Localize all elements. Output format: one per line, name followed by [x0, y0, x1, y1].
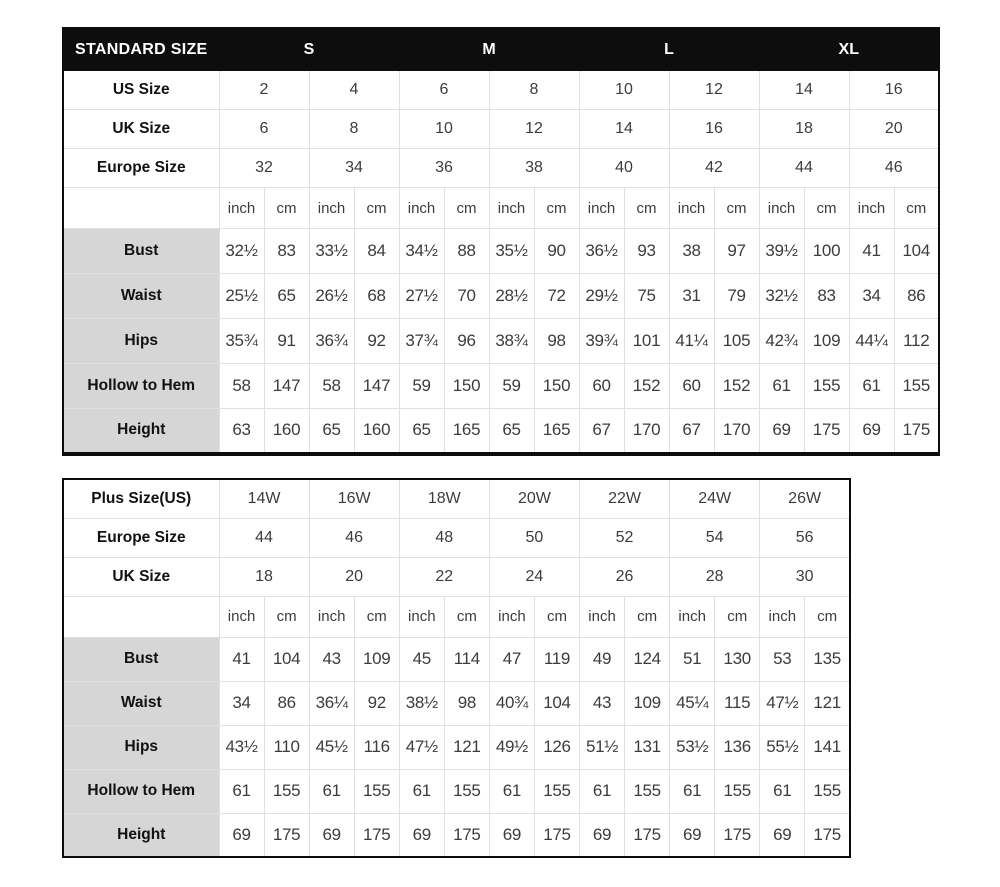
measure-row [63, 274, 939, 319]
value-cell: 131 [625, 725, 670, 769]
value-cell: 25½ [219, 274, 264, 319]
unit-cell: inch [760, 596, 805, 637]
size-cell: 40 [579, 149, 669, 188]
value-cell: 70 [444, 274, 489, 319]
size-cell: 14 [579, 110, 669, 149]
unit-cell: inch [580, 596, 625, 637]
standard-table-header [63, 28, 939, 71]
measure-row [63, 725, 850, 769]
value-cell: 155 [805, 769, 850, 813]
value-cell: 114 [444, 637, 489, 681]
size-cell: 14W [219, 479, 309, 518]
table-title: STANDARD SIZE [63, 28, 219, 71]
value-cell: 121 [805, 681, 850, 725]
measure-row [63, 319, 939, 364]
value-cell: 39½ [759, 229, 804, 274]
row-label: Waist [63, 274, 219, 319]
value-cell: 104 [264, 637, 309, 681]
size-cell: 18 [219, 557, 309, 596]
size-cell: 20 [309, 557, 399, 596]
row-label: Height [63, 409, 219, 454]
value-cell: 67 [669, 409, 714, 454]
value-cell: 92 [354, 319, 399, 364]
size-cell: 20 [849, 110, 939, 149]
value-cell: 61 [759, 364, 804, 409]
value-cell: 27½ [399, 274, 444, 319]
unit-cell: cm [714, 188, 759, 229]
unit-cell: inch [219, 596, 264, 637]
value-cell: 58 [309, 364, 354, 409]
value-cell: 83 [264, 229, 309, 274]
value-cell: 175 [354, 813, 399, 857]
value-cell: 29½ [579, 274, 624, 319]
unit-row [63, 596, 850, 637]
value-cell: 109 [625, 681, 670, 725]
unit-cell: cm [354, 188, 399, 229]
size-cell: 12 [669, 71, 759, 110]
value-cell: 170 [624, 409, 669, 454]
size-cell: 36 [399, 149, 489, 188]
size-group-s: S [219, 28, 399, 71]
size-group-l: L [579, 28, 759, 71]
plus-table-body [63, 479, 850, 857]
value-cell: 88 [444, 229, 489, 274]
value-cell: 121 [444, 725, 489, 769]
value-cell: 160 [264, 409, 309, 454]
unit-cell: cm [534, 596, 579, 637]
value-cell: 79 [714, 274, 759, 319]
value-cell: 83 [804, 274, 849, 319]
value-cell: 124 [625, 637, 670, 681]
size-row [63, 149, 939, 188]
size-cell: 48 [399, 518, 489, 557]
value-cell: 175 [534, 813, 579, 857]
value-cell: 61 [670, 769, 715, 813]
size-cell: 44 [219, 518, 309, 557]
value-cell: 72 [534, 274, 579, 319]
value-cell: 45½ [309, 725, 354, 769]
unit-row-empty-label [63, 596, 219, 637]
value-cell: 53 [760, 637, 805, 681]
value-cell: 165 [534, 409, 579, 454]
value-cell: 141 [805, 725, 850, 769]
value-cell: 51 [670, 637, 715, 681]
unit-row-empty-label [63, 188, 219, 229]
value-cell: 150 [444, 364, 489, 409]
row-label: Height [63, 813, 219, 857]
value-cell: 160 [354, 409, 399, 454]
value-cell: 36¼ [309, 681, 354, 725]
value-cell: 43½ [219, 725, 264, 769]
value-cell: 31 [669, 274, 714, 319]
value-cell: 67 [579, 409, 624, 454]
value-cell: 116 [354, 725, 399, 769]
value-cell: 58 [219, 364, 264, 409]
measure-row [63, 637, 850, 681]
size-cell: 24 [489, 557, 579, 596]
size-cell: 52 [580, 518, 670, 557]
size-cell: 46 [849, 149, 939, 188]
row-label: Waist [63, 681, 219, 725]
unit-cell: inch [309, 596, 354, 637]
value-cell: 28½ [489, 274, 534, 319]
unit-row [63, 188, 939, 229]
value-cell: 41 [849, 229, 894, 274]
value-cell: 75 [624, 274, 669, 319]
value-cell: 147 [354, 364, 399, 409]
size-cell: 2 [219, 71, 309, 110]
standard-table-body [63, 71, 939, 454]
value-cell: 93 [624, 229, 669, 274]
value-cell: 115 [715, 681, 760, 725]
value-cell: 155 [625, 769, 670, 813]
unit-cell: cm [624, 188, 669, 229]
value-cell: 175 [264, 813, 309, 857]
size-cell: 4 [309, 71, 399, 110]
row-label: Hips [63, 319, 219, 364]
size-cell: 30 [760, 557, 850, 596]
value-cell: 40¾ [489, 681, 534, 725]
value-cell: 100 [804, 229, 849, 274]
row-label: Europe Size [63, 149, 219, 188]
value-cell: 45 [399, 637, 444, 681]
measure-row [63, 813, 850, 857]
value-cell: 34 [849, 274, 894, 319]
size-cell: 42 [669, 149, 759, 188]
value-cell: 109 [804, 319, 849, 364]
size-cell: 28 [670, 557, 760, 596]
value-cell: 152 [714, 364, 759, 409]
size-group-m: M [399, 28, 579, 71]
value-cell: 69 [399, 813, 444, 857]
size-cell: 16 [849, 71, 939, 110]
unit-cell: cm [625, 596, 670, 637]
value-cell: 43 [580, 681, 625, 725]
value-cell: 60 [579, 364, 624, 409]
row-label: US Size [63, 71, 219, 110]
value-cell: 47½ [760, 681, 805, 725]
value-cell: 61 [580, 769, 625, 813]
unit-cell: inch [849, 188, 894, 229]
size-cell: 12 [489, 110, 579, 149]
unit-cell: cm [444, 188, 489, 229]
size-group-xl: XL [759, 28, 939, 71]
value-cell: 60 [669, 364, 714, 409]
unit-cell: cm [534, 188, 579, 229]
value-cell: 86 [894, 274, 939, 319]
unit-cell: inch [669, 188, 714, 229]
size-row [63, 110, 939, 149]
unit-cell: inch [219, 188, 264, 229]
value-cell: 38½ [399, 681, 444, 725]
value-cell: 65 [489, 409, 534, 454]
value-cell: 119 [534, 637, 579, 681]
size-cell: 6 [219, 110, 309, 149]
unit-cell: cm [894, 188, 939, 229]
value-cell: 165 [444, 409, 489, 454]
value-cell: 53½ [670, 725, 715, 769]
value-cell: 45¼ [670, 681, 715, 725]
value-cell: 69 [760, 813, 805, 857]
value-cell: 61 [489, 769, 534, 813]
value-cell: 147 [264, 364, 309, 409]
value-cell: 69 [849, 409, 894, 454]
value-cell: 41 [219, 637, 264, 681]
value-cell: 101 [624, 319, 669, 364]
value-cell: 34 [219, 681, 264, 725]
value-cell: 44¼ [849, 319, 894, 364]
row-label: Hollow to Hem [63, 769, 219, 813]
value-cell: 37¾ [399, 319, 444, 364]
value-cell: 59 [489, 364, 534, 409]
value-cell: 175 [894, 409, 939, 454]
size-row [63, 518, 850, 557]
value-cell: 69 [759, 409, 804, 454]
value-cell: 61 [849, 364, 894, 409]
row-label: Hips [63, 725, 219, 769]
size-cell: 6 [399, 71, 489, 110]
value-cell: 98 [534, 319, 579, 364]
size-cell: 34 [309, 149, 399, 188]
value-cell: 34½ [399, 229, 444, 274]
value-cell: 49 [580, 637, 625, 681]
size-cell: 26 [580, 557, 670, 596]
value-cell: 39¾ [579, 319, 624, 364]
unit-cell: cm [444, 596, 489, 637]
unit-cell: inch [489, 188, 534, 229]
unit-cell: inch [759, 188, 804, 229]
value-cell: 155 [444, 769, 489, 813]
measure-row [63, 681, 850, 725]
value-cell: 33½ [309, 229, 354, 274]
unit-cell: inch [309, 188, 354, 229]
size-row [63, 557, 850, 596]
value-cell: 126 [534, 725, 579, 769]
value-cell: 175 [805, 813, 850, 857]
value-cell: 49½ [489, 725, 534, 769]
value-cell: 175 [444, 813, 489, 857]
row-label: UK Size [63, 110, 219, 149]
size-cell: 24W [670, 479, 760, 518]
unit-cell: inch [670, 596, 715, 637]
size-cell: 26W [760, 479, 850, 518]
value-cell: 61 [760, 769, 805, 813]
value-cell: 84 [354, 229, 399, 274]
value-cell: 38¾ [489, 319, 534, 364]
size-cell: 54 [670, 518, 760, 557]
size-cell: 22W [580, 479, 670, 518]
value-cell: 68 [354, 274, 399, 319]
value-cell: 155 [534, 769, 579, 813]
value-cell: 110 [264, 725, 309, 769]
value-cell: 26½ [309, 274, 354, 319]
size-cell: 44 [759, 149, 849, 188]
row-label: Bust [63, 229, 219, 274]
value-cell: 155 [264, 769, 309, 813]
size-cell: 50 [489, 518, 579, 557]
value-cell: 55½ [760, 725, 805, 769]
value-cell: 175 [625, 813, 670, 857]
value-cell: 61 [219, 769, 264, 813]
row-label: Bust [63, 637, 219, 681]
value-cell: 43 [309, 637, 354, 681]
value-cell: 63 [219, 409, 264, 454]
value-cell: 104 [894, 229, 939, 274]
row-label: UK Size [63, 557, 219, 596]
unit-cell: cm [264, 596, 309, 637]
value-cell: 61 [399, 769, 444, 813]
value-cell: 155 [715, 769, 760, 813]
size-cell: 56 [760, 518, 850, 557]
measure-row [63, 409, 939, 454]
unit-cell: cm [804, 188, 849, 229]
value-cell: 98 [444, 681, 489, 725]
value-cell: 105 [714, 319, 759, 364]
standard-size-table [62, 27, 940, 456]
value-cell: 69 [219, 813, 264, 857]
value-cell: 155 [354, 769, 399, 813]
value-cell: 69 [580, 813, 625, 857]
value-cell: 65 [309, 409, 354, 454]
unit-cell: cm [354, 596, 399, 637]
value-cell: 47½ [399, 725, 444, 769]
unit-cell: cm [805, 596, 850, 637]
size-cell: 20W [489, 479, 579, 518]
value-cell: 38 [669, 229, 714, 274]
size-cell: 22 [399, 557, 489, 596]
value-cell: 92 [354, 681, 399, 725]
value-cell: 61 [309, 769, 354, 813]
value-cell: 35¾ [219, 319, 264, 364]
size-cell: 8 [489, 71, 579, 110]
size-cell: 46 [309, 518, 399, 557]
value-cell: 65 [264, 274, 309, 319]
value-cell: 130 [715, 637, 760, 681]
value-cell: 155 [804, 364, 849, 409]
unit-cell: inch [489, 596, 534, 637]
plus-size-table [62, 478, 851, 858]
value-cell: 152 [624, 364, 669, 409]
value-cell: 41¼ [669, 319, 714, 364]
value-cell: 36½ [579, 229, 624, 274]
size-cell: 10 [579, 71, 669, 110]
row-label: Plus Size(US) [63, 479, 219, 518]
value-cell: 90 [534, 229, 579, 274]
value-cell: 59 [399, 364, 444, 409]
value-cell: 35½ [489, 229, 534, 274]
value-cell: 175 [804, 409, 849, 454]
value-cell: 96 [444, 319, 489, 364]
measure-row [63, 769, 850, 813]
value-cell: 104 [534, 681, 579, 725]
value-cell: 32½ [219, 229, 264, 274]
size-cell: 18 [759, 110, 849, 149]
unit-cell: inch [399, 596, 444, 637]
value-cell: 69 [670, 813, 715, 857]
value-cell: 47 [489, 637, 534, 681]
value-cell: 69 [489, 813, 534, 857]
value-cell: 136 [715, 725, 760, 769]
value-cell: 135 [805, 637, 850, 681]
value-cell: 86 [264, 681, 309, 725]
size-cell: 16W [309, 479, 399, 518]
value-cell: 109 [354, 637, 399, 681]
value-cell: 65 [399, 409, 444, 454]
unit-cell: inch [399, 188, 444, 229]
size-cell: 32 [219, 149, 309, 188]
unit-cell: cm [264, 188, 309, 229]
value-cell: 32½ [759, 274, 804, 319]
value-cell: 155 [894, 364, 939, 409]
measure-row [63, 364, 939, 409]
row-label: Hollow to Hem [63, 364, 219, 409]
size-row [63, 71, 939, 110]
value-cell: 91 [264, 319, 309, 364]
unit-cell: inch [579, 188, 624, 229]
value-cell: 175 [715, 813, 760, 857]
size-cell: 10 [399, 110, 489, 149]
row-label: Europe Size [63, 518, 219, 557]
value-cell: 97 [714, 229, 759, 274]
size-row [63, 479, 850, 518]
size-group-header-row [63, 28, 939, 71]
size-cell: 38 [489, 149, 579, 188]
value-cell: 112 [894, 319, 939, 364]
size-cell: 16 [669, 110, 759, 149]
value-cell: 150 [534, 364, 579, 409]
value-cell: 170 [714, 409, 759, 454]
value-cell: 69 [309, 813, 354, 857]
size-cell: 18W [399, 479, 489, 518]
measure-row [63, 229, 939, 274]
size-cell: 14 [759, 71, 849, 110]
size-cell: 8 [309, 110, 399, 149]
unit-cell: cm [715, 596, 760, 637]
value-cell: 42¾ [759, 319, 804, 364]
value-cell: 51½ [580, 725, 625, 769]
value-cell: 36¾ [309, 319, 354, 364]
